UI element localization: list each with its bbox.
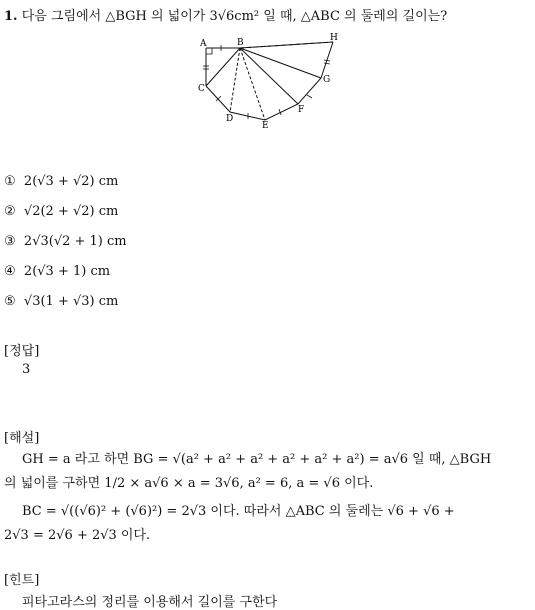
segment-be — [240, 48, 265, 120]
label-a: A — [200, 39, 207, 49]
choice-1[interactable] — [4, 174, 118, 189]
label-e: E — [262, 121, 269, 130]
label-d: D — [226, 114, 234, 124]
segment-bg — [240, 48, 321, 78]
explanation-line-3: BC = √((√6)² + (√6)²) = 2√3 이다. 따라서 △ABC 의 둘레는 √6 + √6 + — [22, 504, 455, 519]
segment-bf — [240, 48, 298, 104]
choice-3[interactable] — [4, 234, 127, 249]
right-angle-mark-a — [206, 48, 212, 54]
explanation-label: [해설] — [4, 431, 40, 446]
choice-5-text: √3(1 + √3) cm — [23, 294, 119, 309]
question-text: 다음 그림에서 △BGH 의 넓이가 3√6cm² 일 때, △ABC 의 둘레의 길이는? — [21, 9, 448, 24]
choice-5-mark: ⑤ — [4, 294, 16, 309]
tick-mark-gh-2 — [324, 63, 330, 64]
choice-4-mark: ④ — [4, 264, 16, 279]
choice-3-text: 2√3(√2 + 1) cm — [23, 234, 127, 249]
tick-mark-fg — [307, 95, 312, 98]
label-f: F — [298, 105, 305, 115]
explanation-line-1: GH = a 라고 하면 BG = √(a² + a² + a² + a² + a² + a²) = a√6 일 때, △BGH — [22, 452, 492, 467]
geometry-figure — [190, 30, 350, 130]
choice-2[interactable] — [4, 204, 118, 219]
choice-2-text: √2(2 + √2) cm — [23, 204, 119, 219]
choice-2-mark: ② — [4, 204, 16, 219]
choice-5[interactable] — [4, 294, 118, 309]
hint-label: [힌트] — [4, 573, 40, 588]
choice-1-mark: ① — [4, 174, 16, 189]
question-line — [4, 5, 447, 24]
label-h: H — [330, 33, 338, 43]
question-number: 1. — [4, 9, 18, 24]
choice-4-text: 2(√3 + 1) cm — [23, 264, 111, 279]
segment-bh-solid — [240, 42, 333, 48]
outer-polygon — [206, 42, 333, 120]
label-b: B — [237, 38, 244, 48]
tick-mark-gh-1 — [324, 60, 330, 61]
explanation-line-4: 2√3 = 2√6 + 2√3 이다. — [4, 528, 151, 543]
explanation-line-2: 의 넓이를 구하면 1/2 × a√6 × a = 3√6, a² = 6, a = √6 이다. — [4, 476, 374, 491]
choice-4[interactable] — [4, 264, 110, 279]
choice-1-text: 2(√3 + √2) cm — [23, 174, 119, 189]
label-g: G — [323, 75, 331, 85]
hint-text: 피타고라스의 정리를 이용해서 길이를 구한다 — [22, 595, 278, 610]
label-c: C — [198, 84, 205, 94]
answer-value: 3 — [22, 362, 31, 377]
answer-label: [정답] — [4, 344, 40, 359]
choice-3-mark: ③ — [4, 234, 16, 249]
